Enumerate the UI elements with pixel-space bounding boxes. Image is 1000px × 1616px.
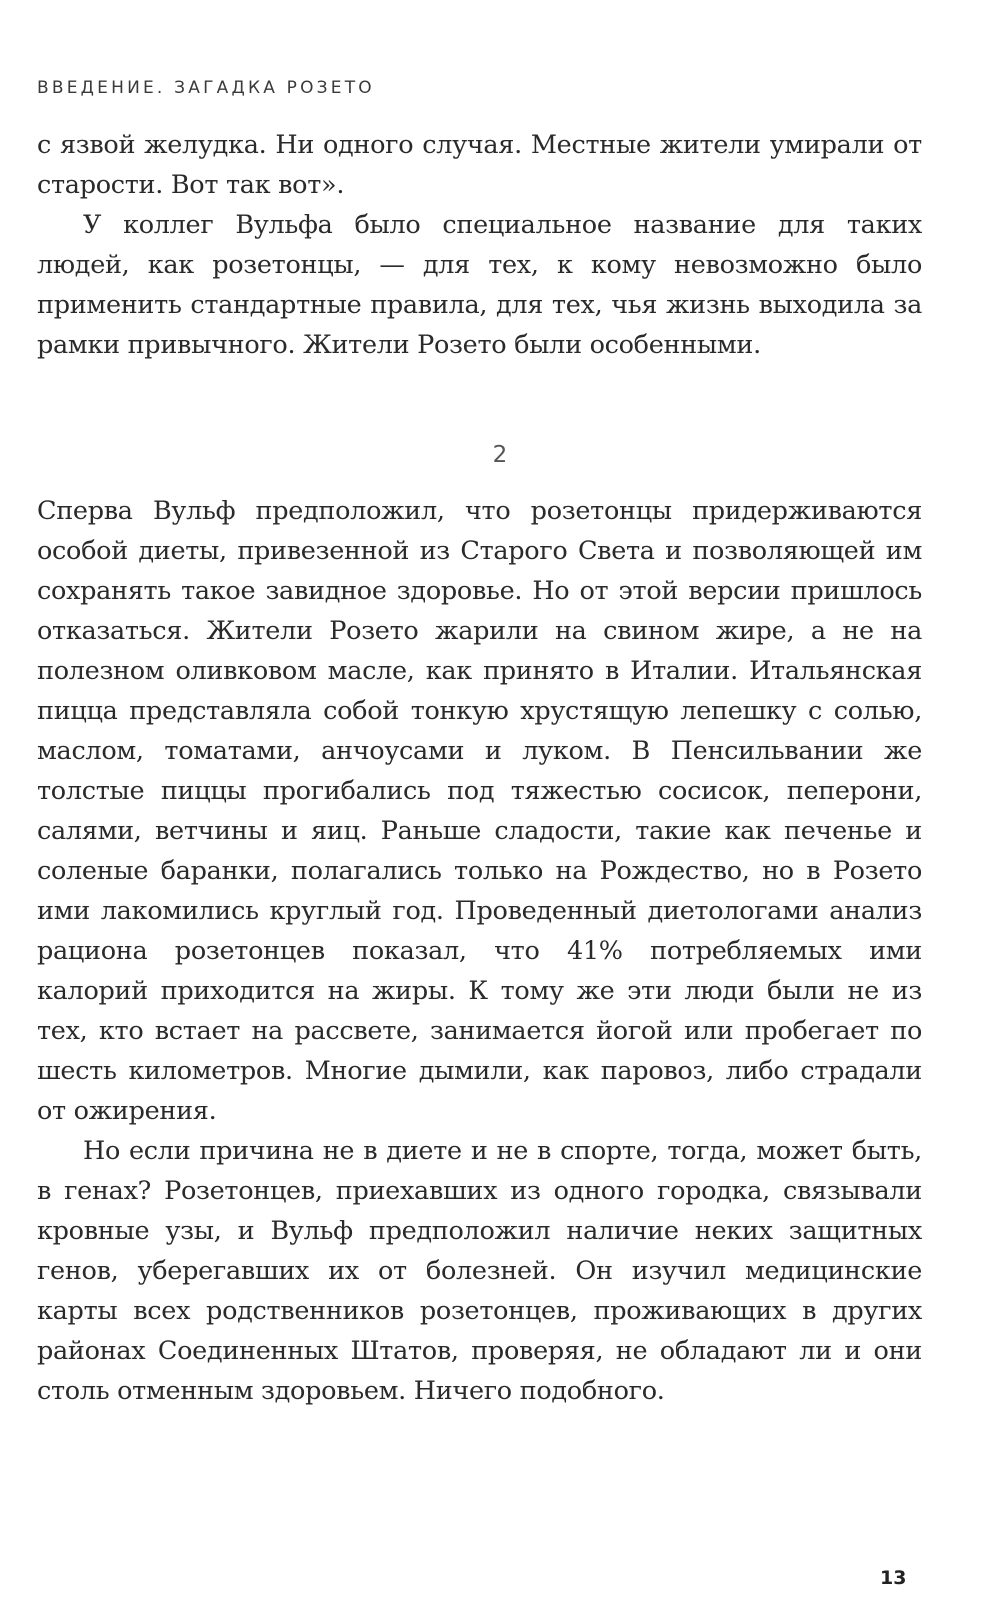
paragraph-continuation: с язвой желудка. Ни одного случая. Местные жители умирали от старости. Вот так вот». — [37, 130, 922, 200]
page-number: 13 — [880, 1567, 907, 1589]
main-text-block — [37, 491, 922, 1411]
paragraph: Но если причина не в диете и не в спорте, тогда, может быть, в генах? Розетонцев, приехавших из одного городка, связывали кровные узы, и Вульф предположил наличие неких защитных генов, уберегавших их от болезней. Он изучил медицинские карты всех родственников розетонцев, проживающих в других районах Соединенных Штатов, проверяя, не обладают ли и они столь отменным здоровьем. Ничего подобного. — [37, 1136, 922, 1406]
section-number: 2 — [492, 442, 508, 468]
paragraph: У коллег Вульфа было специальное название для таких людей, как розетонцы, — для тех, к кому невозможно было применить стандартные правила, для тех, чья жизнь выходила за рамки привычного. Жители Розето были особенными. — [37, 210, 922, 360]
running-head: ВВЕДЕНИЕ. ЗАГАДКА РОЗЕТО — [37, 78, 375, 98]
top-text-block — [37, 125, 922, 365]
paragraph: Сперва Вульф предположил, что розетонцы придерживаются особой диеты, привезенной из Старого Света и позволяющей им сохранять такое завидное здоровье. Но от этой версии пришлось отказаться. Жители Розето жарили на свином жире, а не на полезном оливковом масле, как принято в Италии. Итальянская пицца представляла собой тонкую хрустящую лепешку с солью, маслом, томатами, анчоусами и луком. В Пенсильвании же толстые пиццы прогибались под тяжестью сосисок, пеперони, салями, ветчины и яиц. Раньше сладости, такие как печенье и соленые баранки, полагались только на Рождество, но в Розето ими лакомились круглый год. Проведенный диетологами анализ рациона розетонцев показал, что 41% потребляемых ими калорий приходится на жиры. К тому же эти люди были не из тех, кто встает на рассвете, занимается йогой или пробегает по шесть километров. Многие дымили, как паровоз, либо страдали от ожирения. — [37, 496, 922, 1126]
